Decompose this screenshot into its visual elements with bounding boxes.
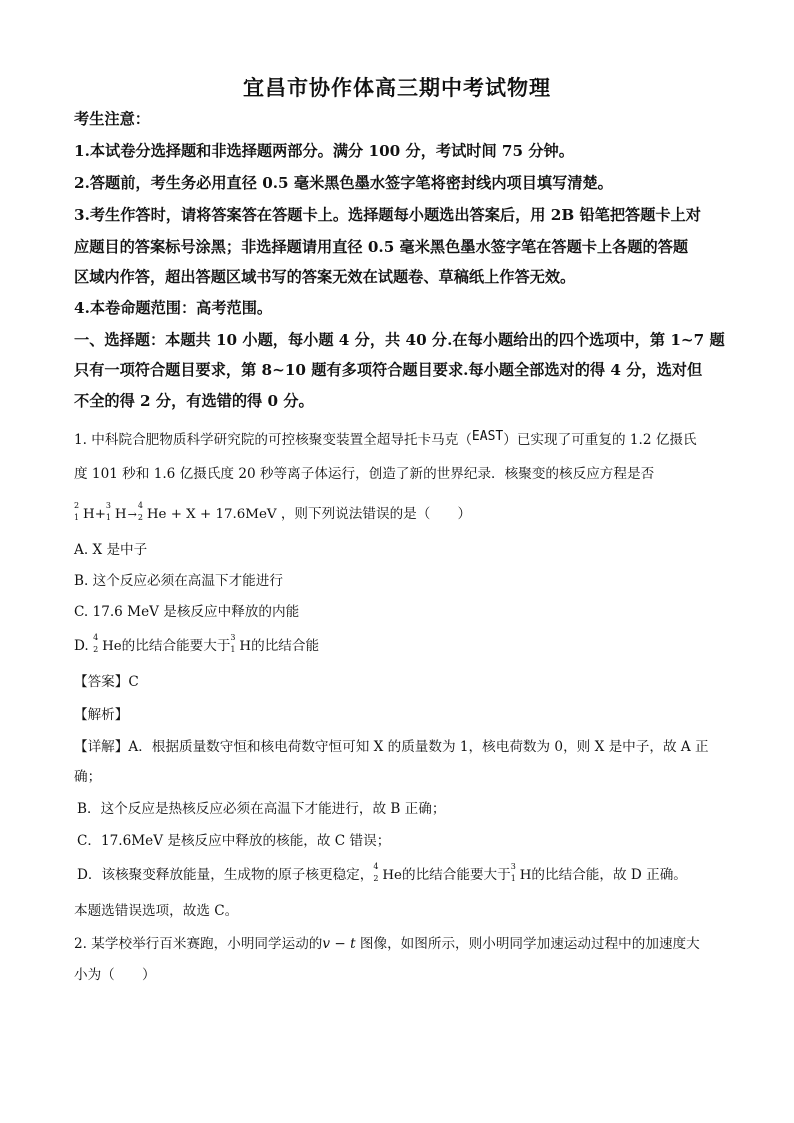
q1-stem-line-2: 度 101 秒和 1.6 亿摄氏度 20 秒等离子体运行，创造了新的世界纪录．核聚变的核反应方程是否 bbox=[74, 466, 655, 482]
option-label: D. bbox=[74, 638, 94, 654]
q1-option-c: C. 17.6 MeV 是核反应中释放的内能 bbox=[74, 604, 300, 620]
mass-number: 3 bbox=[230, 633, 236, 642]
q2-stem-line-2: 小为（ ） bbox=[74, 967, 156, 983]
notice-item-1: 1.本试卷分选择题和非选择题两部分。满分 100 分，考试时间 75 分钟。 bbox=[74, 142, 574, 160]
page-title: 宜昌市协作体高三期中考试物理 bbox=[243, 75, 551, 100]
element-symbol: He bbox=[102, 639, 122, 654]
detail-text: 的比结合能要大于 bbox=[401, 867, 511, 883]
q1-reaction-equation bbox=[74, 501, 281, 522]
element-symbol: He bbox=[382, 868, 402, 883]
notice-item-2: 2.答题前，考生务必用直径 0.5 毫米黑色墨水签字笔将密封线内项目填写清楚。 bbox=[74, 174, 613, 192]
equation-tail: + X + 17.6MeV bbox=[170, 507, 277, 522]
q1-detail-b: B．这个反应是热核反应必须在高温下才能进行，故 B 正确； bbox=[77, 801, 446, 817]
element-symbol: H bbox=[239, 639, 252, 654]
nuclide-he4 bbox=[93, 633, 122, 654]
mass-number: 4 bbox=[137, 501, 143, 510]
q1-equation bbox=[74, 502, 471, 522]
q2-stem-post: 图像，如图所示，则小明同学加速运动过程中的加速度大 bbox=[355, 936, 700, 952]
q1-stem-line-1 bbox=[74, 428, 697, 448]
charge-number: 1 bbox=[105, 513, 112, 522]
q1-detail-c: C．17.6MeV 是核反应中释放的核能，故 C 错误； bbox=[77, 833, 391, 849]
nuclide-h2 bbox=[74, 501, 95, 522]
q2-stem-line-1 bbox=[74, 932, 700, 952]
option-text: 的比结合能要大于 bbox=[121, 638, 231, 654]
notice-item-3-cont: 应题目的答案标号涂黑；非选择题请用直径 0.5 毫米黑色墨水签字笔在答题卡上各题的答题 bbox=[74, 238, 689, 256]
nuclide-h3 bbox=[230, 633, 252, 654]
nuclide-h3 bbox=[510, 862, 532, 883]
charge-number: 2 bbox=[137, 513, 143, 522]
q1-detail-a: 【详解】A．根据质量数守恒和核电荷数守恒可知 X 的质量数为 1，核电荷数为 0，则 X 是中子，故 A 正 bbox=[74, 739, 709, 755]
detail-text: D．该核聚变释放能量，生成物的原子核更稳定， bbox=[77, 867, 374, 883]
mass-number: 3 bbox=[510, 862, 516, 871]
q2-vt-variable: v − t bbox=[322, 936, 356, 952]
element-symbol: H bbox=[114, 507, 127, 522]
section-instructions-2: 只有一项符合题目要求，第 8~10 题有多项符合题目要求.每小题全部选对的得 4 分，选对但 bbox=[74, 361, 703, 379]
element-symbol: H bbox=[83, 507, 95, 522]
q1-detail-d bbox=[77, 863, 687, 883]
mass-number: 3 bbox=[105, 501, 112, 510]
q1-conclusion: 本题选错误选项，故选 C。 bbox=[74, 903, 239, 919]
element-symbol: H bbox=[519, 868, 532, 883]
nuclide-h3 bbox=[105, 501, 127, 522]
q2-stem-pre: 2. 某学校举行百米赛跑，小明同学运动的 bbox=[74, 936, 323, 952]
mass-number: 4 bbox=[93, 633, 99, 642]
option-text: 的比结合能 bbox=[251, 638, 320, 654]
charge-number: 2 bbox=[373, 874, 379, 883]
q1-option-d bbox=[74, 634, 319, 654]
q1-analysis-label: 【解析】 bbox=[74, 707, 129, 723]
notice-item-3: 3.考生作答时，请将答案答在答题卡上。选择题每小题选出答案后，用 2B 铅笔把答题卡上对 bbox=[74, 206, 701, 224]
section-instructions-3: 不全的得 2 分，有选错的得 0 分。 bbox=[74, 392, 314, 410]
q1-stem-question: ，则下列说法错误的是（ ） bbox=[280, 506, 472, 522]
q1-stem-pre: 1. 中科院合肥物质科学研究院的可控核聚变装置全超导托卡马克（ bbox=[74, 432, 472, 448]
notice-heading: 考生注意： bbox=[74, 110, 150, 128]
q1-answer: 【答案】C bbox=[74, 674, 139, 690]
q1-stem-post: ）已实现了可重复的 1.2 亿摄氏 bbox=[503, 432, 697, 448]
q1-option-b: B. 这个反应必须在高温下才能进行 bbox=[74, 573, 283, 589]
mass-number: 2 bbox=[74, 501, 80, 510]
nuclide-he4 bbox=[373, 862, 402, 883]
notice-item-3-cont2: 区域内作答，超出答题区域书写的答案无效在试题卷、草稿纸上作答无效。 bbox=[74, 268, 576, 286]
mass-number: 4 bbox=[373, 862, 379, 871]
charge-number: 2 bbox=[93, 645, 99, 654]
q1-east: EAST bbox=[471, 429, 504, 444]
element-symbol: He bbox=[146, 507, 167, 522]
q1-detail-a-cont: 确； bbox=[74, 769, 102, 785]
notice-item-4: 4.本卷命题范围：高考范围。 bbox=[74, 299, 273, 317]
charge-number: 1 bbox=[74, 513, 80, 522]
detail-text: 的比结合能，故 D 正确。 bbox=[531, 867, 687, 883]
section-instructions-1: 一、选择题：本题共 10 小题，每小题 4 分，共 40 分.在每小题给出的四个选项中，第 1~7 题 bbox=[74, 331, 725, 349]
nuclide-he4 bbox=[137, 501, 167, 522]
reaction-arrow-icon: → bbox=[127, 508, 137, 521]
q1-option-a: A. X 是中子 bbox=[74, 542, 148, 558]
charge-number: 1 bbox=[510, 874, 516, 883]
charge-number: 1 bbox=[230, 645, 236, 654]
plus-sign: + bbox=[94, 507, 106, 522]
